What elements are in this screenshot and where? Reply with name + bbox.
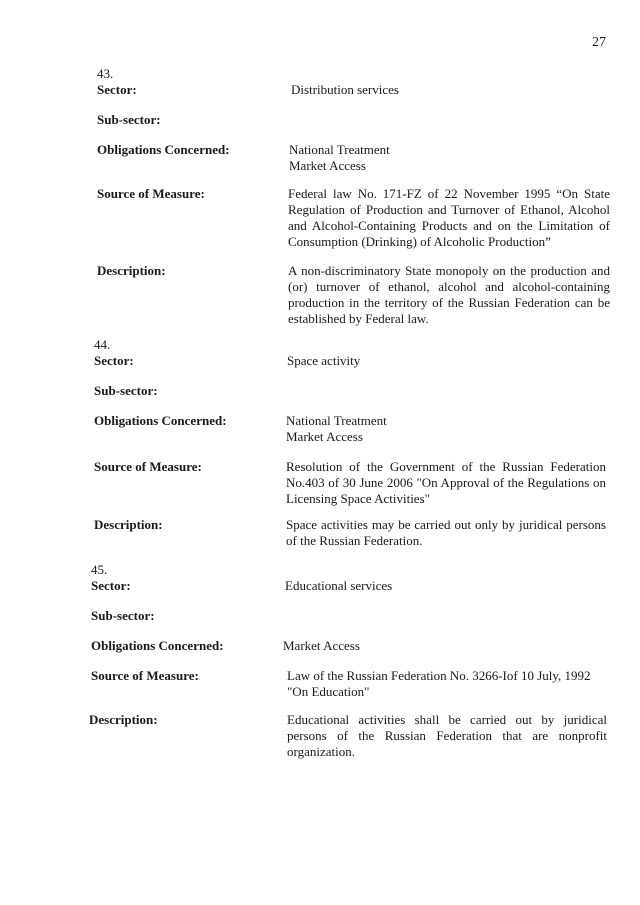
description-value: Space activities may be carried out only by juridical persons of the Russian Federation. [286,517,606,548]
source-line: "On Education" [287,684,370,699]
description-label: Description: [94,517,163,532]
source-value: Federal law No. 171-FZ of 22 November 1995 “On State Regulation of Production and Turnover of Ethanol, Alcohol and Alcohol-Containing Products and on the Limitation of Consumption (Drinking) of Alcoholic Production” [288,186,610,249]
sub-sector-label: Sub-sector: [97,112,161,127]
entry-number: 44. [94,337,111,352]
description-label: Description: [89,712,158,727]
sector-label: Sector: [97,82,137,97]
sub-sector-label: Sub-sector: [94,383,158,398]
obligations-label: Obligations Concerned: [97,142,230,157]
sub-sector-label: Sub-sector: [91,608,155,623]
sector-value: Space activity [287,353,361,368]
obligation-item: National Treatment [286,413,387,428]
source-label: Source of Measure: [91,668,199,683]
obligation-item: National Treatment [289,142,390,157]
obligations-value [289,142,609,174]
obligations-value [283,638,603,654]
sector-value: Distribution services [291,82,399,97]
source-value: Resolution of the Government of the Russian Federation No.403 of 30 June 2006 "On Approval of the Regulations on Licensing Space Activities" [286,459,606,506]
entry-number: 45. [91,562,108,577]
sector-value: Educational services [285,578,393,593]
source-line: Law of the Russian Federation No. 3266-Iof 10 July, 1992 [287,668,591,683]
description-label: Description: [97,263,166,278]
obligations-label: Obligations Concerned: [91,638,224,653]
source-label: Source of Measure: [97,186,205,201]
obligations-label: Obligations Concerned: [94,413,227,428]
sector-label: Sector: [94,353,134,368]
page-number: 27 [592,35,606,50]
description-value: Educational activities shall be carried out by juridical persons of the Russian Federation that are nonprofit organization. [287,712,607,759]
entry-number: 43. [97,66,114,81]
obligation-item: Market Access [283,638,360,653]
obligations-value [286,413,606,445]
obligation-item: Market Access [289,158,366,173]
source-label: Source of Measure: [94,459,202,474]
obligation-item: Market Access [286,429,363,444]
source-value [287,668,617,700]
sector-label: Sector: [91,578,131,593]
description-value: A non-discriminatory State monopoly on the production and (or) turnover of ethanol, alcohol and alcohol-containing production in the territory of the Russian Federation can be established by Federal law. [288,263,610,326]
